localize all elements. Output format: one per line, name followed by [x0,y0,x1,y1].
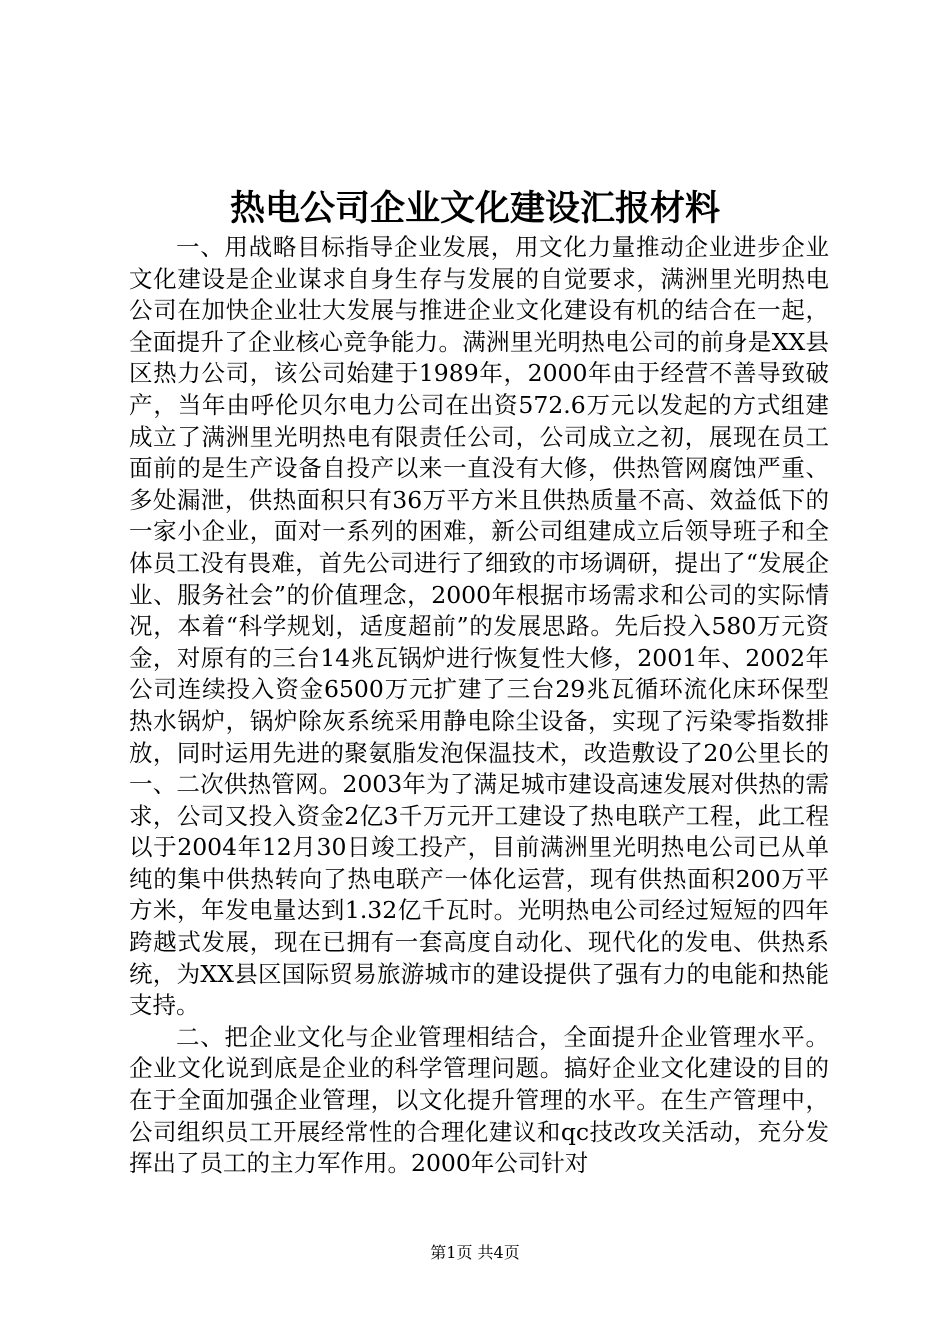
document-body [129,232,829,1180]
page-number: 第1页 共4页 [430,1243,520,1262]
paragraph-1: 一、用战略目标指导企业发展，用文化力量推动企业进步企业文化建设是企业谋求自身生存与发展的自觉要求，满洲里光明热电公司在加快企业壮大发展与推进企业文化建设有机的结合在一起，全面提升了企业核心竞争能力。满洲里光明热电公司的前身是XX县区热力公司，该公司始建于1989年，2000年由于经营不善导致破产，当年由呼伦贝尔电力公司在出资572.6万元以发起的方式组建成立了满洲里光明热电有限责任公司，公司成立之初，展现在员工面前的是生产设备自投产以来一直没有大修，供热管网腐蚀严重、多处漏泄，供热面积只有36万平方米且供热质量不高、效益低下的一家小企业，面对一系列的困难，新公司组建成立后领导班子和全体员工没有畏难，首先公司进行了细致的市场调研，提出了“发展企业、服务社会”的价值理念，2000年根据市场需求和公司的实际情况，本着“科学规划，适度超前”的发展思路。先后投入580万元资金，对原有的三台14兆瓦锅炉进行恢复性大修，2001年、2002年公司连续投入资金6500万元扩建了三台29兆瓦循环流化床环保型热水锅炉，锅炉除灰系统采用静电除尘设备，实现了污染零指数排放，同时运用先进的聚氨脂发泡保温技术，改造敷设了20公里长的一、二次供热管网。2003年为了满足城市建设高速发展对供热的需求，公司又投入资金2亿3千万元开工建设了热电联产工程，此工程以于2004年12月30日竣工投产，目前满洲里光明热电公司已从单纯的集中供热转向了热电联产一体化运营，现有供热面积200万平方米，年发电量达到1.32亿千瓦时。光明热电公司经过短短的四年跨越式发展，现在已拥有一套高度自动化、现代化的发电、供热系统，为XX县区国际贸易旅游城市的建设提供了强有力的电能和热能支持。 [129,233,829,1020]
paragraph-2: 二、把企业文化与企业管理相结合，全面提升企业管理水平。企业文化说到底是企业的科学管理问题。搞好企业文化建设的目的在于全面加强企业管理，以文化提升管理的水平。在生产管理中，公司组织员工开展经常性的合理化建议和qc技改攻关活动，充分发挥出了员工的主力军作用。2000年公司针对 [129,1022,829,1178]
document-title: 热电公司企业文化建设汇报材料 [229,188,720,229]
